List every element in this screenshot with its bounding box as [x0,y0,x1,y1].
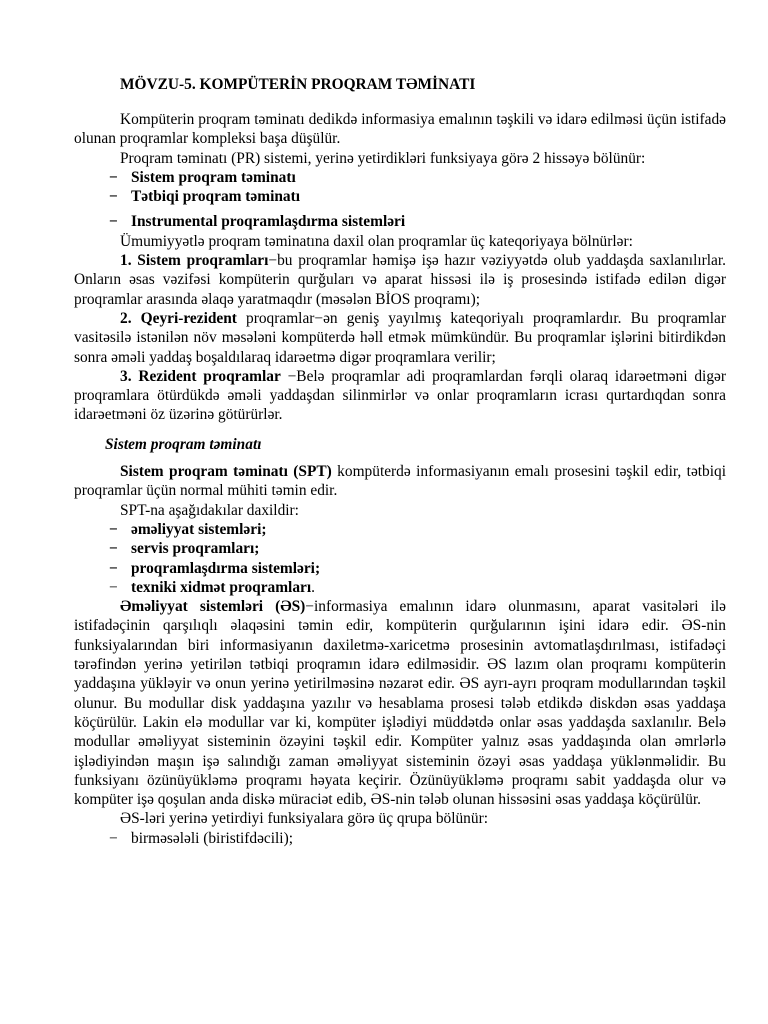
category-3-paragraph: 3. Rezident proqramlar −Belə proqramlar adi proqramlardan fərqli olaraq idarəetməni digər proqramlara ötürdükdə əməli yaddaşdan silinmirlər və onlar proqramların icrası qurtardıqdan sonra idarəetməni öz üzərinə götürürlər. [74,367,726,424]
section-subheading: Sistem proqram təminatı [105,435,262,453]
categories-intro: Ümumiyyətlə proqram təminatına daxil olan proqramlar üç kateqoriyaya bölnürlər: [120,232,633,250]
os-groups-list [74,829,726,848]
spt-paragraph: Sistem proqram təminatı (SPT) kompüterdə informasiyanın emalı prosesini təşkil edir, tətbiqi proqramlar üçün normal mühiti təmin edir. [74,463,726,500]
dash-marker: − [109,578,118,596]
category-2-paragraph: 2. Qeyri-rezident proqramlar−ən geniş yayılmış kateqoriyalı proqramlardır. Bu proqramlar vasitəsilə istənilən növ məsələni kompüterdə həll etmək mümkündür. Bu proqramlar işlərini bitirdikdən sonra əməli yaddaş boşaldılaraq idarəetmə digər proqramlara verilir; [74,309,726,366]
document-page [74,73,726,848]
intro-paragraph-2: Proqram təminatı (PR) sistemi, yerinə yetirdikləri funksiyaya görə 2 hissəyə bölünür: [120,149,646,167]
category-1-term: 1. Sistem proqramları [120,252,269,270]
category-1-paragraph: 1. Sistem proqramları−bu proqramlar həmişə işə hazır vəziyyətdə olub yaddaşda saxlanılırlar. Onların əsas vəzifəsi kompüterin qurğuları və aparat hissəsi ilə iş prosesində istifadə edilən digər proqramlar arasında əlaqə yaratmaqdır (məsələn BİOS proqramı); [74,252,726,308]
os-term: Əməliyyat sistemləri (ƏS) [120,598,306,616]
dash-marker: − [109,188,118,206]
list-item: − Sistem proqram təminatı [109,168,296,186]
os-groups-intro: ƏS-ləri yerinə yetirdiyi funksiyalara görə üç qrupa bölünür: [120,810,488,828]
dash-marker: − [109,520,118,538]
dash-marker: − [109,213,118,231]
dash-marker: − [109,559,118,577]
category-2-term: 2. Qeyri-rezident [120,309,237,327]
page-title: MÖVZU-5. KOMPÜTERİN PROQRAM TƏMİNATI [120,76,476,93]
dash-marker: − [109,540,118,558]
list-item: − texniki xidmət proqramları. [109,578,315,596]
list-item: − proqramlaşdırma sistemləri; [109,559,321,577]
spt-includes: SPT-na aşağıdakılar daxildir: [120,501,299,519]
parts-list [74,168,726,232]
list-item: − Tətbiqi proqram təminatı [109,188,301,206]
spt-term: Sistem proqram təminatı (SPT) [120,463,332,481]
category-3-term: 3. Rezident proqramlar [120,367,281,385]
spt-list [74,520,726,597]
list-item: − servis proqramları; [109,540,260,558]
list-item: − birməsələli (biristifdəcili); [109,829,293,847]
dash-marker: − [109,829,118,847]
dash-marker: − [109,168,118,186]
os-paragraph: Əməliyyat sistemləri (ƏS)−informasiya emalının idarə olunmasını, aparat vasitələri ilə istifadəçinin qarşılıqlı əlaqəsini təmin edir, kompüterin qurğularının işini idarə edir. ƏS-nin funksiyalarından biri informasiyanın daxiletmə-xaricetmə prosesinin avtomatlaşdırılması, istifadəçi tərəfindən yerinə yetirilən tətbiqi proqramın idarə edilməsidir. ƏS lazım olan proqramı kompüterin yaddaşına yükləyir və onun yerinə yetirilməsinə nəzarət edir. ƏS ayrı-ayrı proqram modullarından təşkil olunur. Bu modullar disk yaddaşına yazılır və hesablama prosesi tələb etdikdə diskdən əsas yaddaşa köçürülür. Lakin elə modullar var ki, kompüter işlədiyi müddətdə onlar əsas yaddaşda saxlanılır. Belə modullar əməliyyat sisteminin özəyini təşkil edir. Kompüter yalnız əsas yaddaşında olan əmrlərlə işlədiyindən maşın işə salındığı zaman əməliyyat sisteminin özəyi əsas yaddaşa yüklənməlidir. Bu funksiyanı özünüyükləmə proqramı həyata keçirir. Özünüyükləmə proqramı sabit yaddaşda olur və kompüter işə qoşulan anda diskə müraciət edib, ƏS-nin tələb olunan hissəsini əsas yaddaşa köçürülür. [74,598,726,809]
intro-paragraph-1: Kompüterin proqram təminatı dedikdə informasiya emalının təşkili və idarə edilməsi üçün istifadə olunan proqramlar kompleksi başa düşülür. [74,111,726,148]
list-item: − Instrumental proqramlaşdırma sistemləri [109,213,406,231]
list-item: − əməliyyat sistemləri; [109,520,267,538]
